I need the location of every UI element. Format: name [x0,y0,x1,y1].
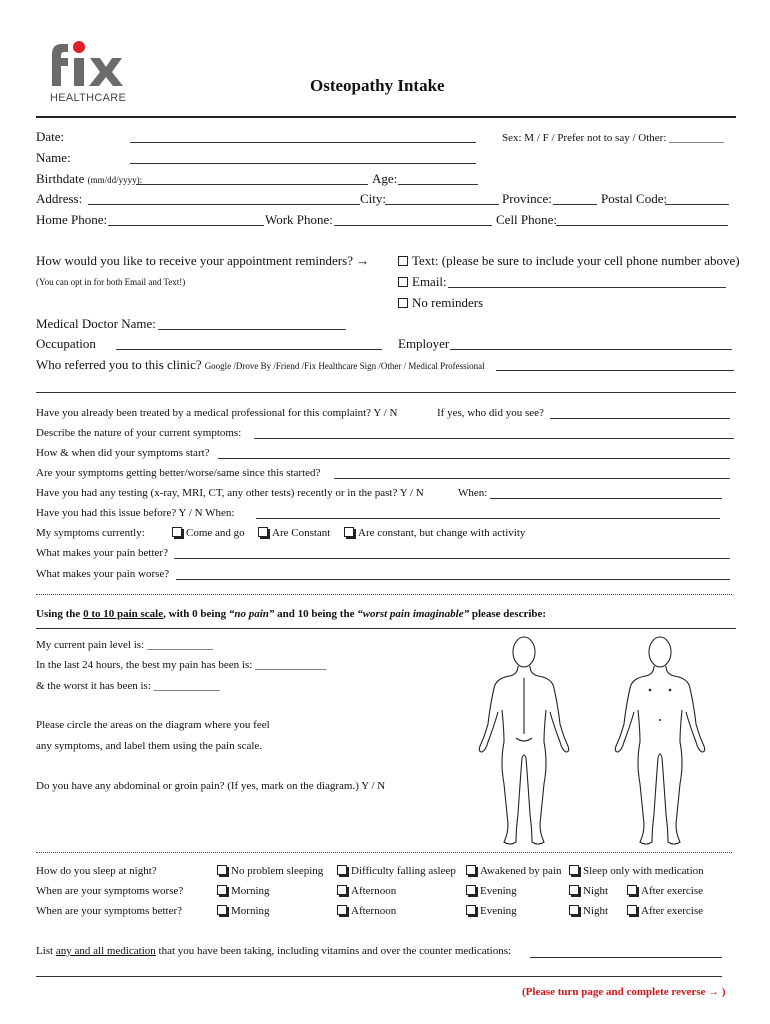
province-field[interactable] [553,204,597,205]
opt-change[interactable] [344,527,525,539]
age-label: Age: [372,171,398,186]
address-field[interactable] [88,204,360,205]
home-phone-field[interactable] [108,225,264,226]
logo-subtitle: HEALTHCARE [50,92,127,104]
pain-heading-d: “no pain” [228,608,275,620]
city-field[interactable] [385,204,499,205]
sleep-checkbox-4[interactable] [569,865,579,875]
occupation-label: Occupation [36,336,96,351]
no-reminders-checkbox[interactable] [398,298,408,308]
worst-pain[interactable]: & the worst it has been is: ____________ [36,680,220,692]
occupation-field[interactable] [116,349,382,350]
employer-label: Employer [398,336,450,351]
better-morning-checkbox[interactable] [217,905,227,915]
cell-phone-label: Cell Phone: [496,212,558,227]
circle-instruction-1: Please circle the areas on the diagram where you feel [36,719,270,731]
currently-label: My symptoms currently: [36,527,145,539]
pain-heading-g: please describe: [469,608,547,620]
current-pain[interactable]: My current pain level is: ____________ [36,639,213,651]
if-yes-label: If yes, who did you see? [437,407,544,419]
logo [44,36,134,106]
pain-heading-f: “worst pain imaginable” [357,608,470,620]
better-morning[interactable] [217,905,270,917]
referral-options[interactable]: Google /Drove By /Friend /Fix Healthcare Sign /Other / Medical Professional [204,361,485,371]
better-morning-label: Morning [231,905,270,917]
before-when-field[interactable] [256,518,720,519]
email-checkbox[interactable] [398,277,408,287]
reminder-text-option[interactable] [398,253,740,269]
if-yes-field[interactable] [550,418,730,419]
describe-field[interactable] [254,438,734,439]
reminder-none-label: No reminders [412,295,484,310]
sleep-question: How do you sleep at night? [36,865,157,877]
medication-field-2[interactable] [36,976,722,977]
date-label: Date: [36,129,65,144]
medication-label-c: that you have been taking, including vitamins and over the counter medications: [155,945,512,957]
home-phone-label: Home Phone: [36,212,108,227]
doctor-field[interactable] [158,329,346,330]
treated-question: Have you already been treated by a medical professional for this complaint? Y / N [36,407,398,419]
pain-heading-b: 0 to 10 pain scale [83,608,164,620]
referral-field[interactable] [496,370,734,371]
worse-night[interactable] [569,885,608,897]
worse-field[interactable] [176,579,730,580]
worse-night-checkbox[interactable] [569,885,579,895]
better-night[interactable] [569,905,608,917]
section-rule [36,392,736,393]
how-when-field[interactable] [218,458,730,459]
sleep-checkbox-3[interactable] [466,865,476,875]
better-night-checkbox[interactable] [569,905,579,915]
reminder-question: How would you like to receive your appointment reminders? → [36,253,370,268]
city-label: City: [360,191,387,206]
opt-come-go[interactable] [172,527,245,539]
sleep-checkbox-2[interactable] [337,865,347,875]
testing-when-field[interactable] [490,498,722,499]
birthdate-label [36,171,142,187]
reminder-none-option[interactable] [398,295,483,311]
better-worse-label: Are your symptoms getting better/worse/same since this started? [36,467,321,479]
better-evening-checkbox[interactable] [466,905,476,915]
cell-phone-field[interactable] [556,225,728,226]
better-afternoon-label: Afternoon [351,905,397,917]
worse-label: What makes your pain worse? [36,568,170,580]
name-field[interactable] [130,163,476,164]
come-go-checkbox[interactable] [172,527,182,537]
pain-heading-rule [36,628,736,629]
pain-heading [36,608,546,620]
come-go-label: Come and go [186,527,245,539]
better-evening-label: Evening [480,905,517,917]
sleep-opt-3-label: Awakened by pain [480,865,562,877]
medication-field-1[interactable] [530,957,722,958]
doctor-label: Medical Doctor Name: [36,316,156,331]
worse-afternoon-checkbox[interactable] [337,885,347,895]
pain-heading-e: and 10 being the [274,608,358,620]
worse-exercise-checkbox[interactable] [627,885,637,895]
better-label: What makes your pain better? [36,547,168,559]
pain-heading-a: Using the [36,608,84,620]
abdominal-question: Do you have any abdominal or groin pain? (If yes, mark on the diagram.) Y / N [36,780,386,792]
sleep-opt-4-label: Sleep only with medication [583,865,704,877]
logo-dot [73,41,85,53]
worse-time-question: When are your symptoms worse? [36,885,184,897]
better-afternoon[interactable] [337,905,396,917]
text-checkbox[interactable] [398,256,408,266]
better-worse-field[interactable] [334,478,730,479]
referral-row [36,357,485,373]
change-checkbox[interactable] [344,527,354,537]
work-phone-label: Work Phone: [265,212,333,227]
medication-label-a: List [36,945,56,957]
province-label: Province: [502,191,552,206]
better-time-question: When are your symptoms better? [36,905,183,917]
reminder-email-label: Email: [412,274,447,289]
constant-label: Are Constant [272,527,331,539]
footer-note: (Please turn page and complete reverse → ) [522,986,726,998]
best-pain[interactable]: In the last 24 hours, the best my pain has been is: _____________ [36,659,327,671]
circle-instruction-2: any symptoms, and label them using the pain scale. [36,740,263,752]
referral-question: Who referred you to this clinic? [36,357,202,372]
birthdate-text: Birthdate [36,171,85,186]
body-diagram-back[interactable] [474,634,574,850]
postal-label: Postal Code: [601,191,668,206]
reminder-note: (You can opt in for both Email and Text!) [36,277,186,287]
body-diagram-front[interactable] [610,634,710,850]
worse-afternoon[interactable] [337,885,396,897]
fix-logo-mark [44,36,134,86]
employer-field[interactable] [450,349,732,350]
better-exercise[interactable] [627,905,703,917]
better-exercise-checkbox[interactable] [627,905,637,915]
dotted-divider [36,594,732,595]
how-when-label: How & when did your symptoms start? [36,447,210,459]
worse-exercise-label: After exercise [641,885,703,897]
constant-checkbox[interactable] [258,527,268,537]
sleep-opt-3[interactable] [466,865,561,877]
before-question: Have you had this issue before? Y / N When: [36,507,235,519]
email-field[interactable] [448,287,726,288]
sleep-opt-1-label: No problem sleeping [231,865,324,877]
sleep-opt-2[interactable] [337,865,456,877]
dotted-divider-2 [36,852,732,853]
medication-label [36,945,511,957]
worse-evening-checkbox[interactable] [466,885,476,895]
worse-afternoon-label: Afternoon [351,885,397,897]
worse-night-label: Night [583,885,609,897]
worse-morning-checkbox[interactable] [217,885,227,895]
testing-when-label: When: [458,487,488,499]
date-field[interactable] [130,142,476,143]
work-phone-field[interactable] [334,225,492,226]
opt-constant[interactable] [258,527,330,539]
age-field[interactable] [398,184,478,185]
better-night-label: Night [583,905,609,917]
worse-morning-label: Morning [231,885,270,897]
pain-heading-c: , with 0 being [163,608,229,620]
testing-question: Have you had any testing (x-ray, MRI, CT, any other tests) recently or in the past? Y / N [36,487,424,499]
birthdate-field[interactable] [136,184,368,185]
better-evening[interactable] [466,905,517,917]
reminder-text-label: Text: (please be sure to include your cell phone number above) [412,253,740,268]
sleep-checkbox-1[interactable] [217,865,227,875]
better-field[interactable] [174,558,730,559]
describe-label: Describe the nature of your current symptoms: [36,427,242,439]
sleep-opt-4[interactable] [569,865,704,877]
worse-evening-label: Evening [480,885,517,897]
title-rule [36,116,736,118]
medication-label-b: any and all medication [55,945,156,957]
birthdate-format: (mm/dd/yyyy): [87,175,143,185]
reminder-email-option[interactable] [398,274,447,290]
worse-evening[interactable] [466,885,517,897]
worse-exercise[interactable] [627,885,703,897]
postal-field[interactable] [665,204,729,205]
sleep-opt-1[interactable] [217,865,323,877]
worse-morning[interactable] [217,885,270,897]
sex-field[interactable]: Sex: M / F / Prefer not to say / Other: __________ [502,132,725,144]
change-label: Are constant, but change with activity [358,527,526,539]
sleep-opt-2-label: Difficulty falling asleep [351,865,456,877]
better-afternoon-checkbox[interactable] [337,905,347,915]
page-title: Osteopathy Intake [310,76,445,95]
better-exercise-label: After exercise [641,905,703,917]
address-label: Address: [36,191,83,206]
name-label: Name: [36,150,71,165]
